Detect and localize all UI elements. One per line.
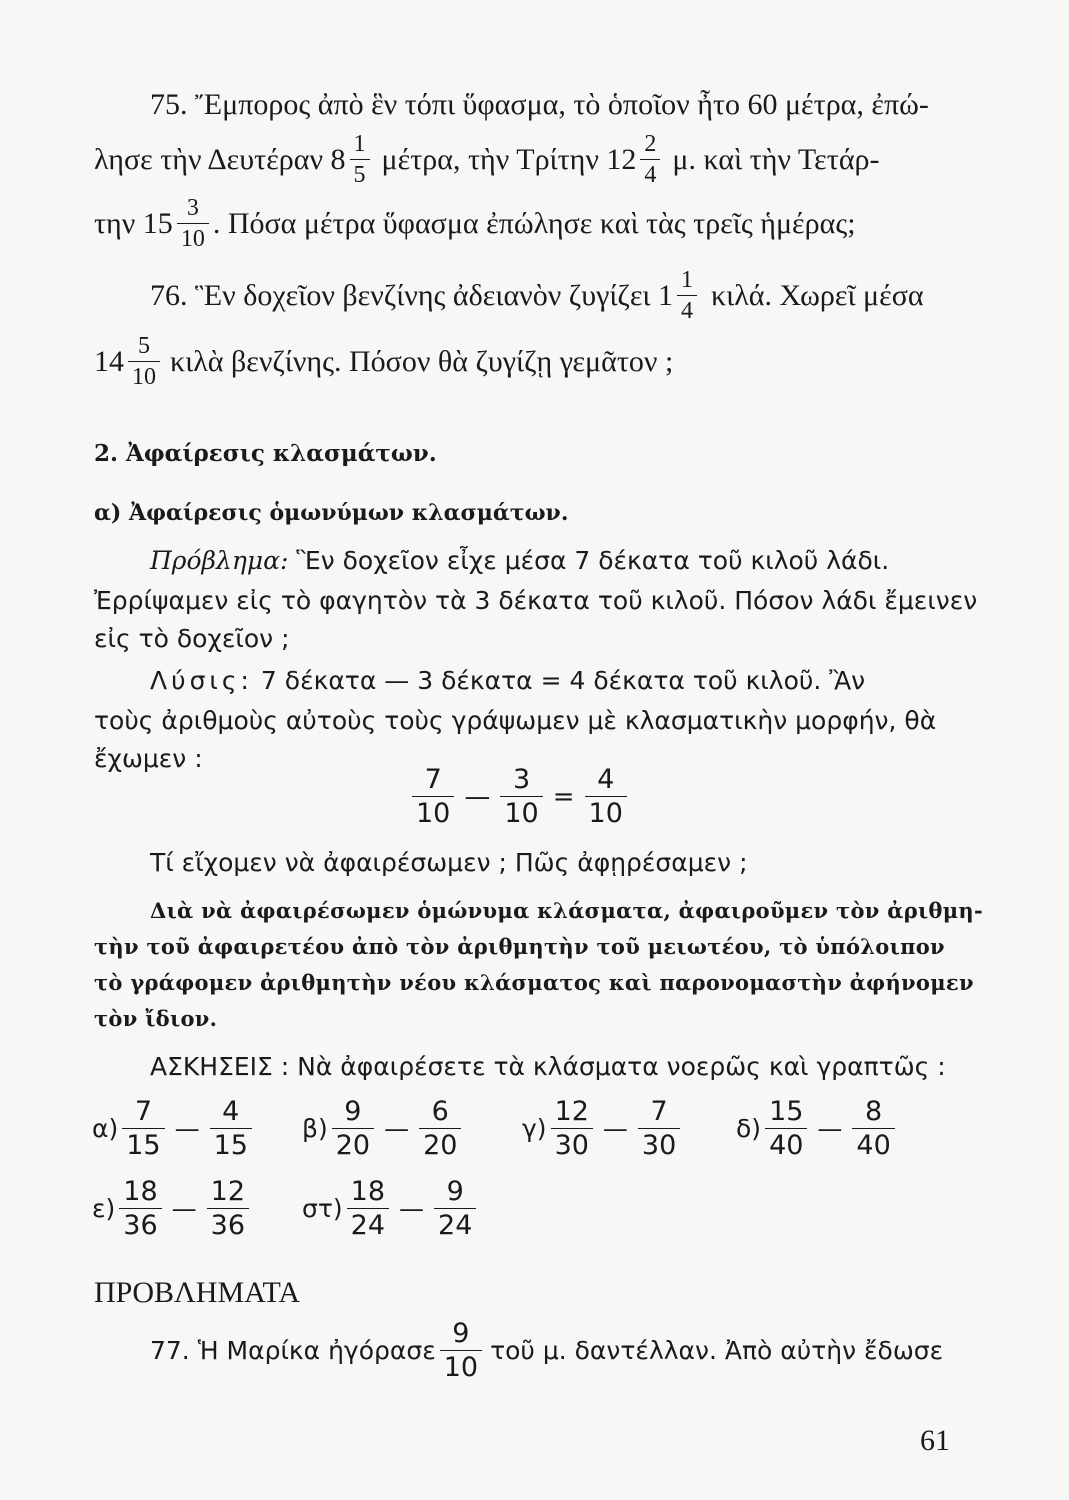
fraction	[122, 1098, 164, 1159]
page-number-text: 61	[920, 1424, 950, 1457]
fraction-denominator: 15	[210, 1128, 252, 1159]
solution-text-3: ἔχωμεν :	[94, 744, 203, 773]
fraction-denominator: 4	[677, 295, 697, 323]
fraction-denominator: 20	[419, 1128, 461, 1159]
rule-text-1: Διὰ νὰ ἀφαιρέσωμεν ὁμώνυμα κλάσματα, ἀφαιροῦμεν τὸν ἀριθμη-	[150, 898, 983, 923]
exercises-intro-text: ΑΣΚΗΣΕΙΣ : Νὰ ἀφαιρέσετε τὰ κλάσματα νοερῶς καὶ γραπτῶς :	[150, 1052, 946, 1081]
exercise-e	[92, 1178, 253, 1239]
exercise-label: α)	[92, 1114, 119, 1143]
fraction-7-10	[412, 766, 454, 827]
fraction-numerator: 5	[138, 333, 150, 359]
fraction-numerator: 4	[597, 764, 615, 795]
problem-76-line-2	[94, 334, 673, 389]
solution-text-2: τοὺς ἀριθμοὺς αὐτοὺς τοὺς γράψωμεν μὲ κλασματικὴν μορφήν, θὰ	[94, 706, 937, 735]
fraction-numerator: 9	[344, 1096, 362, 1127]
fraction-numerator: 4	[222, 1096, 240, 1127]
minus-sign: —	[817, 1114, 843, 1143]
section-title-text: 2. Ἀφαίρεσις κλασμάτων.	[94, 440, 437, 467]
minus-sign: —	[171, 1194, 197, 1223]
problem-75-line-2	[94, 132, 880, 187]
solution-question	[150, 848, 748, 877]
problem-76-text-1a: 76. Ἓν δοχεῖον βενζίνης ἀδειανὸν ζυγίζει 1	[150, 278, 673, 312]
problem-line-3	[94, 624, 290, 653]
rule-line-1	[150, 898, 983, 923]
fraction-denominator: 10	[128, 361, 160, 389]
fraction	[765, 1098, 807, 1159]
problem-text-3: εἰς τὸ δοχεῖον ;	[94, 624, 290, 653]
solution-line-2	[94, 706, 936, 735]
fraction-numerator: 7	[424, 764, 442, 795]
problem-75-text-1: 75. Ἔμπορος ἀπὸ ἓν τόπι ὕφασμα, τὸ ὁποῖον ἦτο 60 μέτρα, ἐπώ-	[150, 88, 929, 121]
section-subtitle-text: α) Ἀφαίρεσις ὁμωνύμων κλασμάτων.	[94, 500, 569, 526]
fraction-denominator: 30	[638, 1128, 680, 1159]
minus-sign: —	[384, 1114, 410, 1143]
problem-75-text-3b: . Πόσα μέτρα ὕφασμα ἐπώλησε καὶ τὰς τρεῖς ἡμέρας;	[212, 206, 856, 240]
problem-label: Πρόβλημα:	[150, 546, 289, 575]
solution-line-1	[150, 666, 865, 695]
fraction-4-10	[585, 766, 627, 827]
fraction-denominator: 15	[122, 1128, 164, 1159]
problem-line-2	[94, 586, 977, 615]
fraction-numerator: 1	[353, 131, 366, 157]
problem-text-2: Ἐρρίψαμεν εἰς τὸ φαγητὸν τὰ 3 δέκατα τοῦ κιλοῦ. Πόσον λάδι ἔμεινεν	[94, 586, 978, 615]
fraction-numerator: 1	[681, 267, 693, 293]
problem-75-text-2a: λησε τὴν Δευτέραν 8	[94, 142, 346, 176]
equals-sign: =	[552, 781, 575, 812]
fraction-denominator: 4	[640, 159, 660, 187]
exercise-b	[302, 1098, 465, 1159]
problems-heading-text: ΠΡΟΒΛΗΜΑΤΑ	[94, 1276, 301, 1309]
problem-76-text-2a: 14	[94, 344, 124, 378]
fraction-denominator: 10	[585, 796, 627, 827]
fraction-denominator: 10	[177, 223, 209, 251]
fraction-9-10	[440, 1320, 482, 1381]
exercise-label: β)	[302, 1114, 328, 1143]
fraction-1-5	[350, 132, 370, 187]
fraction-numerator: 3	[186, 195, 199, 221]
problem-77-text-a: 77. Ἡ Μαρίκα ἠγόρασε	[150, 1336, 436, 1365]
problem-text-1: Ἓν δοχεῖον εἶχε μέσα 7 δέκατα τοῦ κιλοῦ λάδι.	[296, 546, 890, 575]
fraction-denominator: 40	[765, 1128, 807, 1159]
page-number	[920, 1424, 950, 1458]
exercise-label: γ)	[522, 1114, 547, 1143]
fraction-numerator: 12	[210, 1176, 245, 1207]
fraction-denominator: 10	[412, 796, 454, 827]
fraction-numerator: 9	[452, 1318, 470, 1349]
fraction	[638, 1098, 680, 1159]
section-subtitle	[94, 500, 568, 526]
problem-75-text-3a: την 15	[94, 206, 173, 240]
problem-76-text-1b: κιλά. Χωρεῖ μέσα	[711, 278, 924, 312]
fraction-denominator: 5	[350, 159, 370, 187]
problem-line-1	[150, 546, 889, 575]
fraction-denominator: 30	[551, 1128, 593, 1159]
fraction-denominator: 10	[500, 796, 542, 827]
fraction-numerator: 9	[446, 1176, 464, 1207]
rule-text-2: τὴν τοῦ ἀφαιρετέου ἀπὸ τὸν ἀριθμητὴν τοῦ μειωτέου, τὸ ὑπόλοιπον	[94, 934, 945, 959]
exercise-label: ε)	[92, 1194, 116, 1223]
fraction-numerator: 2	[644, 131, 657, 157]
fraction	[210, 1098, 252, 1159]
section-title	[94, 440, 437, 467]
fraction	[207, 1178, 249, 1239]
exercise-f	[302, 1178, 480, 1239]
minus-sign: —	[399, 1194, 425, 1223]
fraction-denominator: 40	[852, 1128, 894, 1159]
problem-76-text-2b: κιλὰ βενζίνης. Πόσον θὰ ζυγίζῃ γεμᾶτον ;	[170, 344, 674, 378]
fraction-numerator: 12	[554, 1096, 589, 1127]
fraction-denominator: 10	[440, 1350, 482, 1381]
fraction	[434, 1178, 476, 1239]
fraction-numerator: 7	[650, 1096, 668, 1127]
fraction	[852, 1098, 894, 1159]
fraction	[332, 1098, 374, 1159]
problem-77-line	[150, 1320, 943, 1381]
fraction-numerator: 15	[769, 1096, 804, 1127]
fraction-numerator: 8	[865, 1096, 883, 1127]
solution-line-3	[94, 744, 203, 773]
problem-75-text-2c: μ. καὶ τὴν Τετάρ-	[672, 142, 880, 176]
fraction-numerator: 3	[512, 764, 531, 795]
fraction-denominator: 24	[434, 1208, 476, 1239]
fraction-denominator: 36	[207, 1208, 249, 1239]
fraction-numerator: 7	[134, 1096, 152, 1127]
fraction-numerator: 6	[431, 1096, 449, 1127]
fraction	[119, 1178, 161, 1239]
fraction-3-10	[500, 766, 542, 827]
minus-sign: —	[602, 1114, 628, 1143]
fraction-denominator: 24	[347, 1208, 389, 1239]
fraction-numerator: 18	[350, 1176, 386, 1207]
exercise-a	[92, 1098, 256, 1159]
fraction-5-10	[128, 334, 160, 389]
minus-sign: —	[174, 1114, 200, 1143]
problems-heading	[94, 1276, 300, 1310]
exercise-label: δ)	[736, 1114, 762, 1143]
exercise-label: στ)	[302, 1194, 343, 1223]
problem-75-line-3	[94, 196, 856, 251]
rule-text-3: τὸ γράφομεν ἀριθμητὴν νέου κλάσματος καὶ παρονομαστὴν ἀφήνομεν	[94, 970, 974, 995]
fraction-denominator: 20	[332, 1128, 374, 1159]
rule-text-4: τὸν ἴδιον.	[94, 1006, 218, 1031]
fraction-2-4	[640, 132, 660, 187]
solution-text-1: 7 δέκατα — 3 δέκατα = 4 δέκατα τοῦ κιλοῦ. Ἂν	[260, 666, 866, 695]
subtraction-equation	[408, 766, 631, 827]
fraction-3-10	[177, 196, 209, 251]
fraction	[347, 1178, 389, 1239]
fraction-1-4	[677, 268, 697, 323]
exercise-c	[522, 1098, 684, 1159]
solution-question-text: Τί εἴχομεν νὰ ἀφαιρέσωμεν ; Πῶς ἀφῃρέσαμεν ;	[150, 848, 748, 877]
exercises-intro	[150, 1052, 946, 1081]
fraction	[419, 1098, 461, 1159]
minus-sign: —	[464, 781, 491, 812]
problem-75-line-1	[150, 88, 929, 122]
fraction-numerator: 18	[123, 1176, 158, 1207]
rule-line-4	[94, 1006, 217, 1031]
problem-75-text-2b: μέτρα, τὴν Τρίτην 12	[381, 142, 637, 176]
solution-label: Λύσις:	[150, 666, 253, 695]
problem-77-text-b: τοῦ μ. δαντέλλαν. Ἀπὸ αὐτὴν ἔδωσε	[490, 1336, 944, 1365]
fraction-denominator: 36	[119, 1208, 161, 1239]
rule-line-3	[94, 970, 974, 995]
fraction	[551, 1098, 593, 1159]
rule-line-2	[94, 934, 945, 959]
problem-76-line-1	[150, 268, 924, 323]
exercise-d	[736, 1098, 899, 1159]
